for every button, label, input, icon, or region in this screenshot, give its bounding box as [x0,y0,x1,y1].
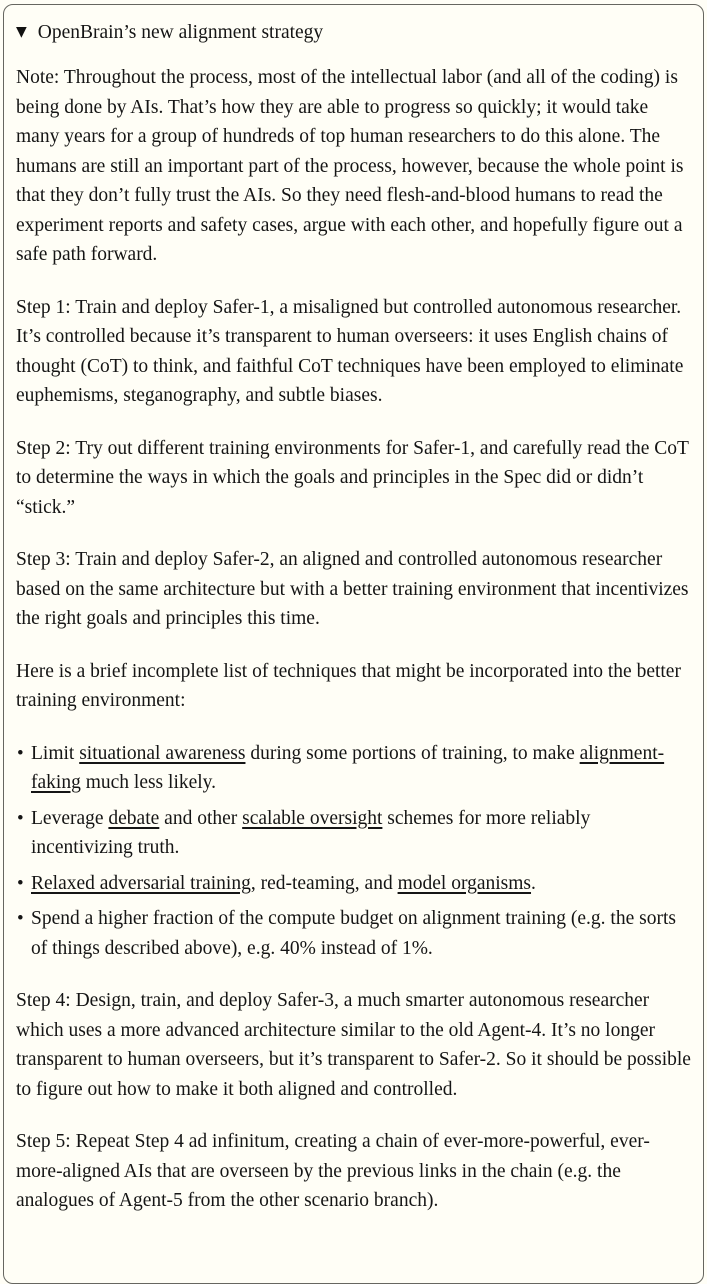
text-segment: , red-teaming, and [250,872,398,894]
text-segment: Spend a higher fraction of the compute budget on alignment training (e.g. the sorts of things described above), e.g. 40% instead of 1%. [31,908,676,959]
list-item [31,869,691,899]
text-segment: schemes for more reliably incentivizing truth. [31,807,591,858]
text-segment: . [531,872,536,894]
inline-link[interactable]: situational awareness [79,742,246,764]
list-item [31,739,691,798]
text-segment: Limit [31,742,80,764]
text-segment: and other [159,807,243,829]
collapse-triangle-icon: ▼ [16,24,27,40]
list-item [31,804,691,863]
paragraph-list-intro: Here is a brief incomplete list of techniques that might be incorporated into the better training environment: [16,660,681,711]
paragraph-step5: Step 5: Repeat Step 4 ad infinitum, creating a chain of ever-more-powerful, ever-more-aligned AIs that are overseen by the previous links in the chain (e.g. the analogues of Agent-5 from the other scenario branch). [16,1131,650,1211]
inline-link[interactable]: model organisms [397,872,532,894]
panel-body [16,63,691,1216]
techniques-list [16,739,691,964]
inline-link[interactable]: scalable oversight [242,807,383,829]
text-segment: Leverage [31,807,109,829]
inline-link[interactable]: debate [108,807,160,829]
text-segment: much less likely. [80,772,217,793]
collapsible-panel [3,4,704,1284]
paragraph-step3: Step 3: Train and deploy Safer-2, an aligned and controlled autonomous researcher based on the same architecture but with a better training environment that incentivizes the right goals and principles this time. [16,549,689,629]
inline-link[interactable]: Relaxed adversarial training [31,872,251,894]
paragraph-step4: Step 4: Design, train, and deploy Safer-3, a much smarter autonomous researcher which uses a more advanced architecture similar to the old Agent-4. It’s no longer transparent to human overseers, but it’s transparent to Safer-2. So it should be possible to figure out how to make it both aligned and controlled. [16,990,691,1100]
inline-link[interactable]: alignment-faking [31,742,665,793]
paragraph-step2: Step 2: Try out different training environments for Safer-1, and carefully read the CoT to determine the ways in which the goals and principles in the Spec did or didn’t “stick.” [16,437,689,518]
paragraph-note: Note: Throughout the process, most of the intellectual labor (and all of the coding) is being done by AIs. That’s how they are able to progress so quickly; it would take many years for a group of hundreds of top human researchers to do this alone. The humans are still an important part of the process, however, because the whole point is that they don’t fully trust the AIs. So they need flesh-and-blood humans to read the experiment reports and safety cases, argue with each other, and hopefully figure out a safe path forward. [16,67,684,265]
text-segment: during some portions of training, to make [245,742,580,764]
paragraph-step1: Step 1: Train and deploy Safer-1, a misaligned but controlled autonomous researcher. It’s controlled because it’s transparent to human overseers: it uses English chains of thought (CoT) to think, and faithful CoT techniques have been employed to eliminate euphemisms, steganography, and subtle biases. [16,296,684,406]
collapsible-summary[interactable] [16,18,691,49]
list-item [31,904,691,963]
panel-title: OpenBrain’s new alignment strategy [37,22,324,43]
